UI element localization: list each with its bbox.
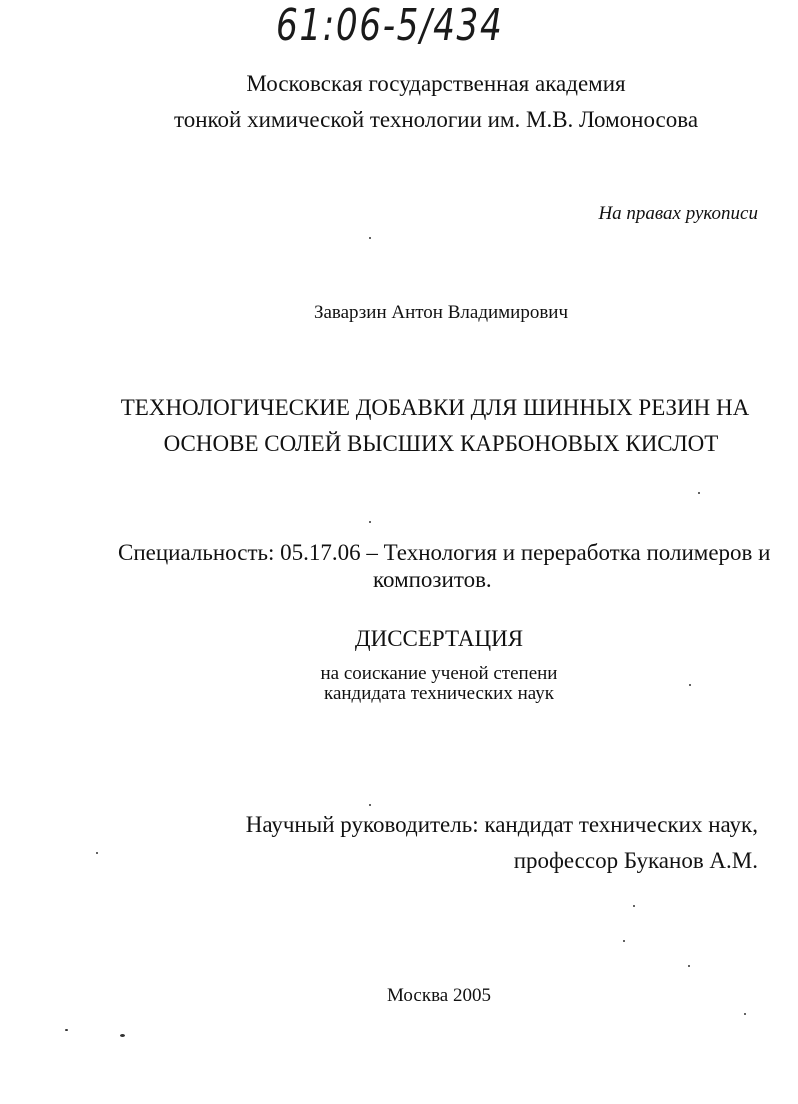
scan-speck bbox=[369, 521, 371, 523]
supervisor-line-2: профессор Буканов А.М. bbox=[513, 848, 758, 873]
scan-speck bbox=[688, 965, 690, 967]
archive-code-handwritten: 61:06-5/434 bbox=[276, 0, 504, 51]
specialty-line-2: композитов. bbox=[373, 567, 492, 592]
scan-speck bbox=[369, 804, 371, 806]
scan-speck bbox=[96, 852, 98, 854]
specialty-line-1: Специальность: 05.17.06 – Технология и переработка полимеров и bbox=[118, 540, 771, 565]
author-name: Заварзин Антон Владимирович bbox=[313, 302, 569, 323]
scan-speck bbox=[369, 237, 371, 239]
city-year: Москва 2005 bbox=[387, 985, 491, 1006]
degree-line-2: кандидата технических наук bbox=[324, 683, 554, 704]
scan-speck bbox=[120, 1034, 125, 1037]
thesis-title-line-2: ОСНОВЕ СОЛЕЙ ВЫСШИХ КАРБОНОВЫХ КИСЛОТ bbox=[163, 431, 719, 456]
scan-speck bbox=[689, 684, 691, 686]
degree-line-1: на соискание ученой степени bbox=[320, 663, 558, 684]
scan-speck bbox=[698, 492, 700, 494]
scan-speck bbox=[623, 940, 625, 942]
institution-line-2: тонкой химической технологии им. М.В. Ломоносова bbox=[173, 107, 699, 132]
document-type-heading: ДИССЕРТАЦИЯ bbox=[354, 626, 524, 651]
supervisor-line-1: Научный руководитель: кандидат технических наук, bbox=[245, 812, 758, 837]
institution-line-1: Московская государственная академия bbox=[246, 71, 626, 96]
scan-speck bbox=[744, 1013, 746, 1015]
thesis-title-line-1: ТЕХНОЛОГИЧЕСКИЕ ДОБАВКИ ДЛЯ ШИННЫХ РЕЗИН НА bbox=[120, 395, 750, 420]
scan-speck bbox=[65, 1029, 68, 1031]
scan-speck bbox=[633, 905, 635, 907]
rights-note: На правах рукописи bbox=[598, 203, 758, 224]
